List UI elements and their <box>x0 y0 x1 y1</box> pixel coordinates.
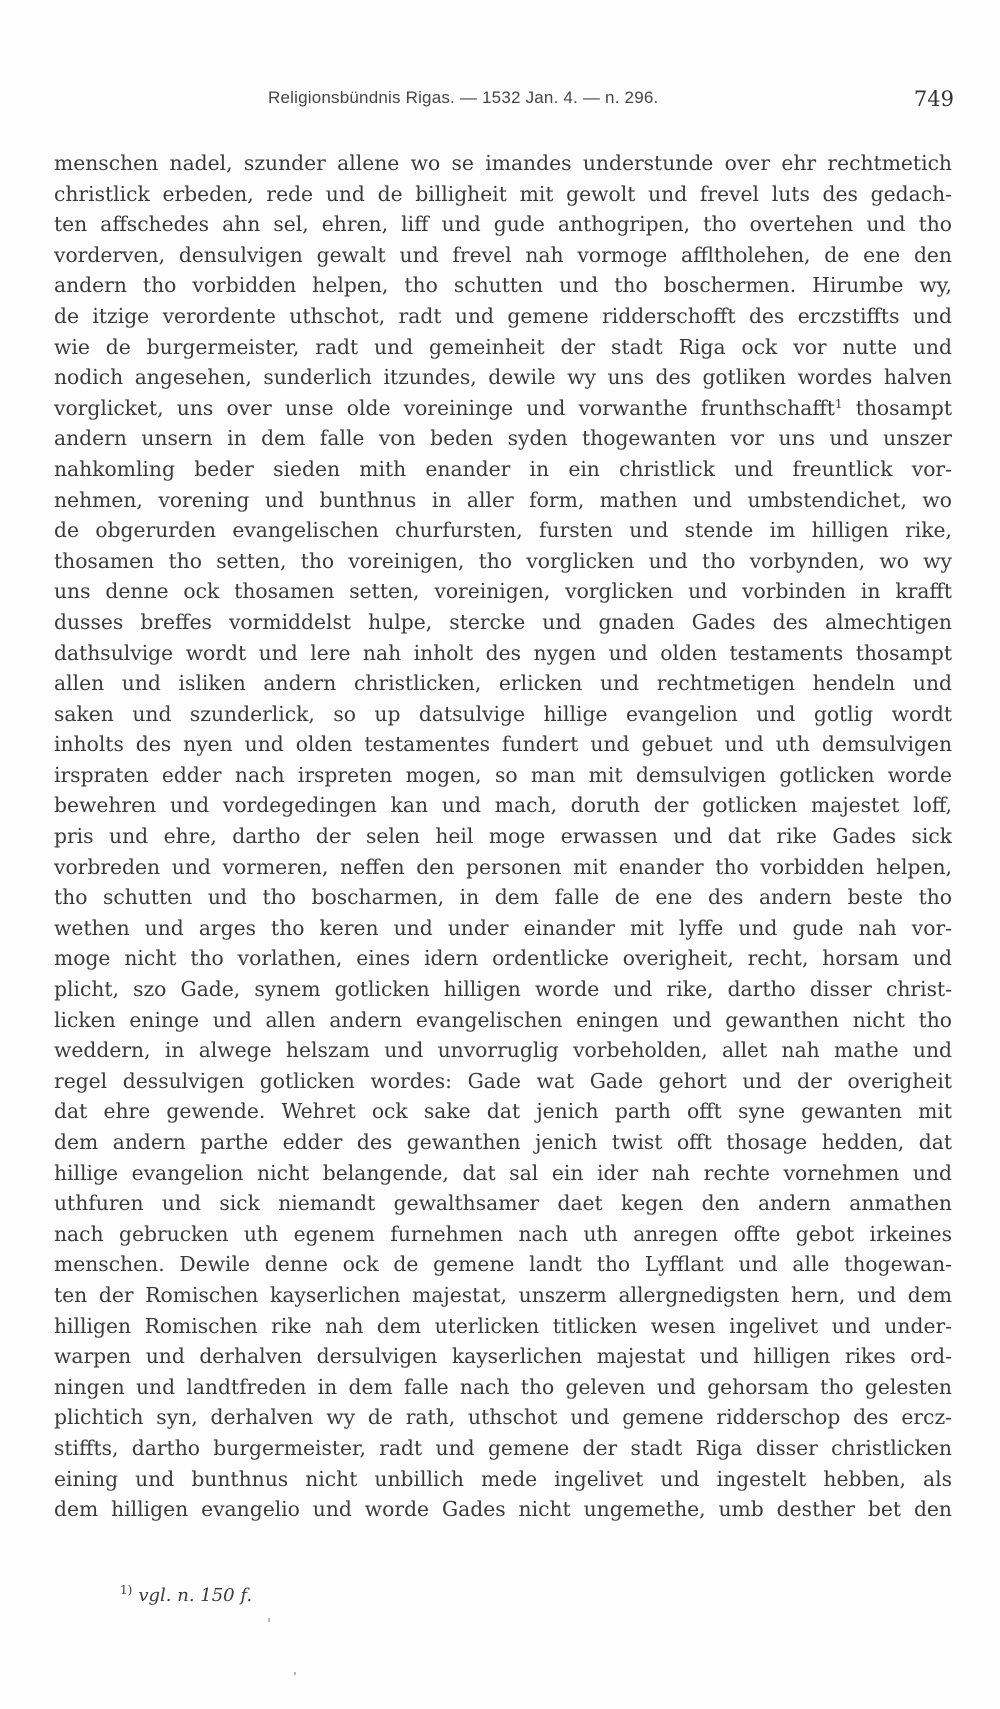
footnote-marker: 1) <box>120 1583 133 1597</box>
page-number: 749 <box>913 87 954 111</box>
text-line: inholts des nyen und olden testamentes fundert und gebuet und uth demsulvigen <box>54 732 952 757</box>
text-line: thosamen tho setten, tho voreinigen, tho vorglicken und tho vorbynden, wo wy <box>54 548 952 573</box>
footnote <box>120 1583 252 1606</box>
text-line: warpen und derhalven dersulvigen kayserlichen majestat und hilligen rikes ord- <box>54 1344 952 1369</box>
text-line: menschen nadel, szunder allene wo se imandes understunde over ehr rechtmetich <box>54 151 952 175</box>
text-line: andern unsern in dem falle von beden syden thogewanten vor uns und unszer <box>54 426 952 451</box>
text-line: saken und szunderlick, so up datsulvige hillige evangelion und gotlig wordt <box>54 701 952 726</box>
text-line: de itzige verordente uthschot, radt und gemene ridderschofft des erczstiffts und <box>54 303 952 328</box>
text-line: plicht, szo Gade, synem gotlicken hilligen worde und rike, dartho disser christ- <box>54 977 952 1002</box>
text-line: hillige evangelion nicht belangende, dat sal ein ider nah rechte vornehmen und <box>54 1160 952 1185</box>
text-line: weddern, in alwege helszam und unvorruglig vorbeholden, allet nah mathe und <box>54 1038 952 1063</box>
text-line-part: thosampt <box>842 395 952 420</box>
text-line: nodich angesehen, sunderlich itzundes, dewile wy uns des gotliken wordes halven <box>54 365 952 390</box>
text-line: nahkomling beder sieden mith enander in ein christlick und freuntlick vor- <box>54 456 952 481</box>
text-line: nehmen, vorening und bunthnus in aller form, mathen und umbstendichet, wo <box>54 487 952 512</box>
text-line: tho schutten und tho boscharmen, in dem falle de ene des andern beste tho <box>54 885 952 910</box>
paper-speck <box>268 1618 270 1622</box>
text-line: nach gebrucken uth egenem furnehmen nach uth anregen offte gebot irkeines <box>54 1221 952 1246</box>
text-line: pris und ehre, dartho der selen heil moge erwassen und dat rike Gades sick <box>54 824 952 849</box>
text-line: ningen und landtfreden in dem falle nach tho geleven und gehorsam tho gelesten <box>54 1374 952 1399</box>
text-line-with-footnote <box>54 393 952 424</box>
page-header <box>0 88 1000 118</box>
text-line: dat ehre gewende. Wehret ock sake dat jenich parth offt syne gewanten mit <box>54 1099 952 1124</box>
text-line: uthfuren und sick niemandt gewalthsamer daet kegen den andern anmathen <box>54 1191 952 1216</box>
text-line: christlick erbeden, rede und de billigheit mit gewolt und frevel luts des gedach- <box>54 181 952 206</box>
text-line: dathsulvige wordt und lere nah inholt des nygen und olden testaments thosampt <box>54 640 952 665</box>
text-line: ten der Romischen kayserlichen majestat, unszerm allergnedigsten hern, und dem <box>54 1282 952 1307</box>
text-line: vorderven, densulvigen gewalt und frevel nah vormoge affltholehen, de ene den <box>54 242 952 267</box>
text-line: wethen und arges tho keren und under einander mit lyffe und gude nah vor- <box>54 915 952 940</box>
text-line: moge nicht tho vorlathen, eines idern ordentlicke overigheit, recht, horsam und <box>54 946 952 971</box>
text-line: wie de burgermeister, radt und gemeinheit der stadt Riga ock vor nutte und <box>54 334 952 359</box>
text-line: vorbreden und vormeren, neffen den personen mit enander tho vorbidden helpen, <box>54 854 952 879</box>
body-text <box>54 148 952 1525</box>
text-line: de obgerurden evangelischen churfursten, fursten und stende im hilligen rike, <box>54 518 952 543</box>
text-line-part: vorglicket, uns over unse olde voreininge und vorwanthe frunthschafft <box>54 395 835 420</box>
text-line: eining und bunthnus nicht unbillich mede ingelivet und ingestelt hebben, als <box>54 1466 952 1491</box>
footnote-reference: 1 <box>834 396 843 411</box>
text-line: dusses breffes vormiddelst hulpe, stercke und gnaden Gades des almechtigen <box>54 609 952 634</box>
text-line: stiffts, dartho burgermeister, radt und gemene der stadt Riga disser christlicken <box>54 1435 952 1460</box>
text-line: irspraten edder nach irspreten mogen, so man mit demsulvigen gotlicken worde <box>54 762 952 787</box>
text-line: hilligen Romischen rike nah dem uterlicken titlicken wesen ingelivet und under- <box>54 1313 952 1338</box>
text-line: menschen. Dewile denne ock de gemene landt tho Lyfflant und alle thogewan- <box>54 1252 952 1277</box>
text-line: ten affschedes ahn sel, ehren, liff und gude anthogripen, tho overtehen und tho <box>54 212 952 237</box>
text-line: plichtich syn, derhalven wy de rath, uthschot und gemene ridderschop des ercz- <box>54 1405 952 1430</box>
paper-speck <box>294 1672 296 1675</box>
text-line: andern tho vorbidden helpen, tho schutten und tho boschermen. Hirumbe wy, <box>54 273 952 298</box>
text-line: bewehren und vordegedingen kan und mach, doruth der gotlicken majestet loff, <box>54 793 952 818</box>
text-line: regel dessulvigen gotlicken wordes: Gade wat Gade gehort und der overigheit <box>54 1068 952 1093</box>
footnote-text: vgl. n. 150 f. <box>138 1585 253 1606</box>
text-line: dem hilligen evangelio und worde Gades nicht ungemethe, umb desther bet den <box>54 1497 952 1522</box>
running-head: Religionsbündnis Rigas. — 1532 Jan. 4. — n. 296. <box>268 88 659 107</box>
text-line: uns denne ock thosamen setten, voreinigen, vorglicken und vorbinden in krafft <box>54 579 952 604</box>
text-line: dem andern parthe edder des gewanthen jenich twist offt thosage hedden, dat <box>54 1130 952 1154</box>
text-line: licken eninge und allen andern evangelischen eningen und gewanthen nicht tho <box>54 1007 952 1032</box>
text-line: allen und isliken andern christlicken, erlicken und rechtmetigen hendeln und <box>54 671 952 696</box>
